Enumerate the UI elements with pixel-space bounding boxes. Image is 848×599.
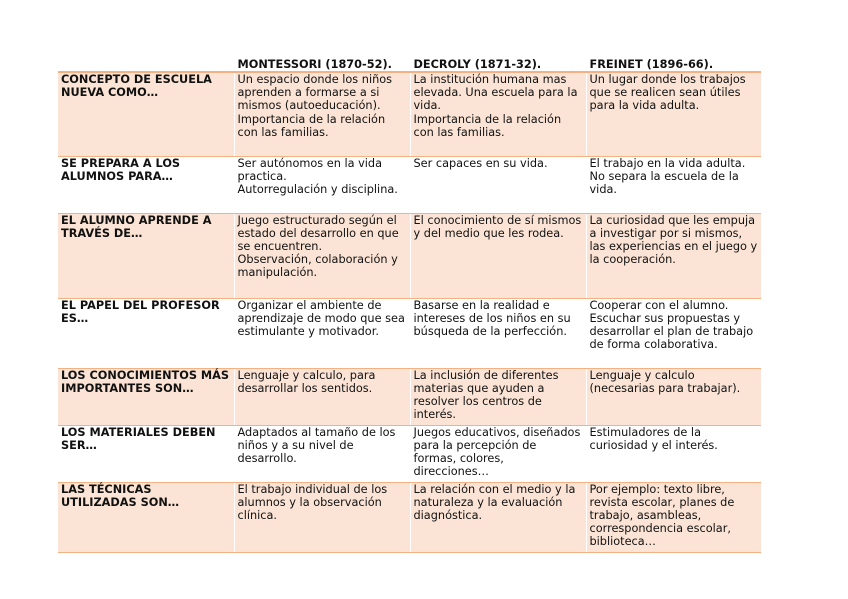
table-row [58,72,761,156]
cell-decroly [410,298,586,368]
cell-text: Adaptados al tamaño de los niños y a su nivel de desarrollo. [237,425,396,465]
cell-freinet [586,156,761,213]
cell-text: No separa la escuela de la vida. [589,169,739,196]
cell-decroly [410,425,586,482]
cell-freinet [586,425,761,482]
row-label: LOS CONOCIMIENTOS MÁS IMPORTANTES SON… [58,368,234,425]
cell-text: La curiosidad que les empuja a investigar por si mismos, las experiencias en el juego y la cooperación. [589,213,758,267]
table-row [58,368,761,425]
cell-text: Importancia de la relación con las familias. [237,112,386,139]
cell-freinet [586,213,761,298]
cell-text: El conocimiento de sí mismos y del medio que les rodea. [413,213,582,240]
cell-decroly [410,72,586,156]
table-row [58,213,761,298]
cell-text: Un espacio donde los niños aprenden a formarse a si mismos (autoeducación). [237,73,393,113]
cell-text: Lenguaje y calculo, para desarrollar los sentidos. [237,368,376,395]
row-label: LOS MATERIALES DEBEN SER… [58,425,234,482]
header-freinet: FREINET (1896-66). [586,57,761,72]
cell-montessori [234,213,410,298]
cell-text: El trabajo en la vida adulta. [589,156,746,170]
cell-montessori [234,298,410,368]
cell-decroly [410,368,586,425]
cell-freinet [586,72,761,156]
header-decroly: DECROLY (1871-32). [410,57,586,72]
cell-montessori [234,156,410,213]
table-row [58,298,761,368]
cell-montessori [234,482,410,552]
cell-text: Organizar el ambiente de aprendizaje de modo que sea estimulante y motivador. [237,298,405,338]
cell-text: Por ejemplo: texto libre, revista escolar, planes de trabajo, asambleas, correspondencia escolar, biblioteca… [589,482,735,549]
cell-montessori [234,425,410,482]
cell-text: Autorregulación y disciplina. [237,182,398,196]
cell-text: Basarse en la realidad e intereses de los niños en su búsqueda de la perfección. [413,298,571,338]
header-blank [58,57,234,72]
cell-text: La inclusión de diferentes materias que ayuden a resolver los centros de interés. [413,368,559,422]
cell-freinet [586,482,761,552]
row-label: SE PREPARA A LOS ALUMNOS PARA… [58,156,234,213]
cell-text: Ser capaces en su vida. [413,156,548,170]
cell-montessori [234,368,410,425]
cell-text: Cooperar con el alumno. Escuchar sus propuestas y desarrollar el plan de trabajo de forma colaborativa. [589,298,754,352]
cell-text: Juegos educativos, diseñados para la percepción de formas, colores, direcciones… [413,425,581,479]
table-row [58,156,761,213]
cell-text: Un lugar donde los trabajos que se realicen sean útiles para la vida adulta. [589,73,746,113]
cell-text: El trabajo individual de los alumnos y la observación clínica. [237,482,388,522]
comparison-table [58,57,761,553]
header-montessori: MONTESSORI (1870-52). [234,57,410,72]
header-row [58,57,761,72]
cell-montessori [234,72,410,156]
row-label: LAS TÉCNICAS UTILIZADAS SON… [58,482,234,552]
cell-text: Observación, colaboración y manipulación. [237,253,398,280]
table-row [58,425,761,482]
cell-freinet [586,298,761,368]
cell-text: Juego estructurado según el estado del desarrollo en que se encuentren. [237,213,399,253]
row-label: EL ALUMNO APRENDE A TRAVÉS DE… [58,213,234,298]
table-row [58,482,761,552]
cell-text: Importancia de la relación con las familias. [413,112,562,139]
cell-decroly [410,482,586,552]
cell-text: Ser autónomos en la vida practica. [237,156,383,183]
cell-text: La relación con el medio y la naturaleza y la evaluación diagnóstica. [413,482,576,522]
cell-text: La institución humana mas elevada. Una escuela para la vida. [413,73,578,113]
cell-decroly [410,156,586,213]
cell-freinet [586,368,761,425]
row-label: EL PAPEL DEL PROFESOR ES… [58,298,234,368]
cell-text: Lenguaje y calculo (necesarias para trabajar). [589,368,741,395]
cell-text: Estimuladores de la curiosidad y el interés. [589,425,718,452]
row-label: CONCEPTO DE ESCUELA NUEVA COMO… [58,72,234,156]
cell-decroly [410,213,586,298]
